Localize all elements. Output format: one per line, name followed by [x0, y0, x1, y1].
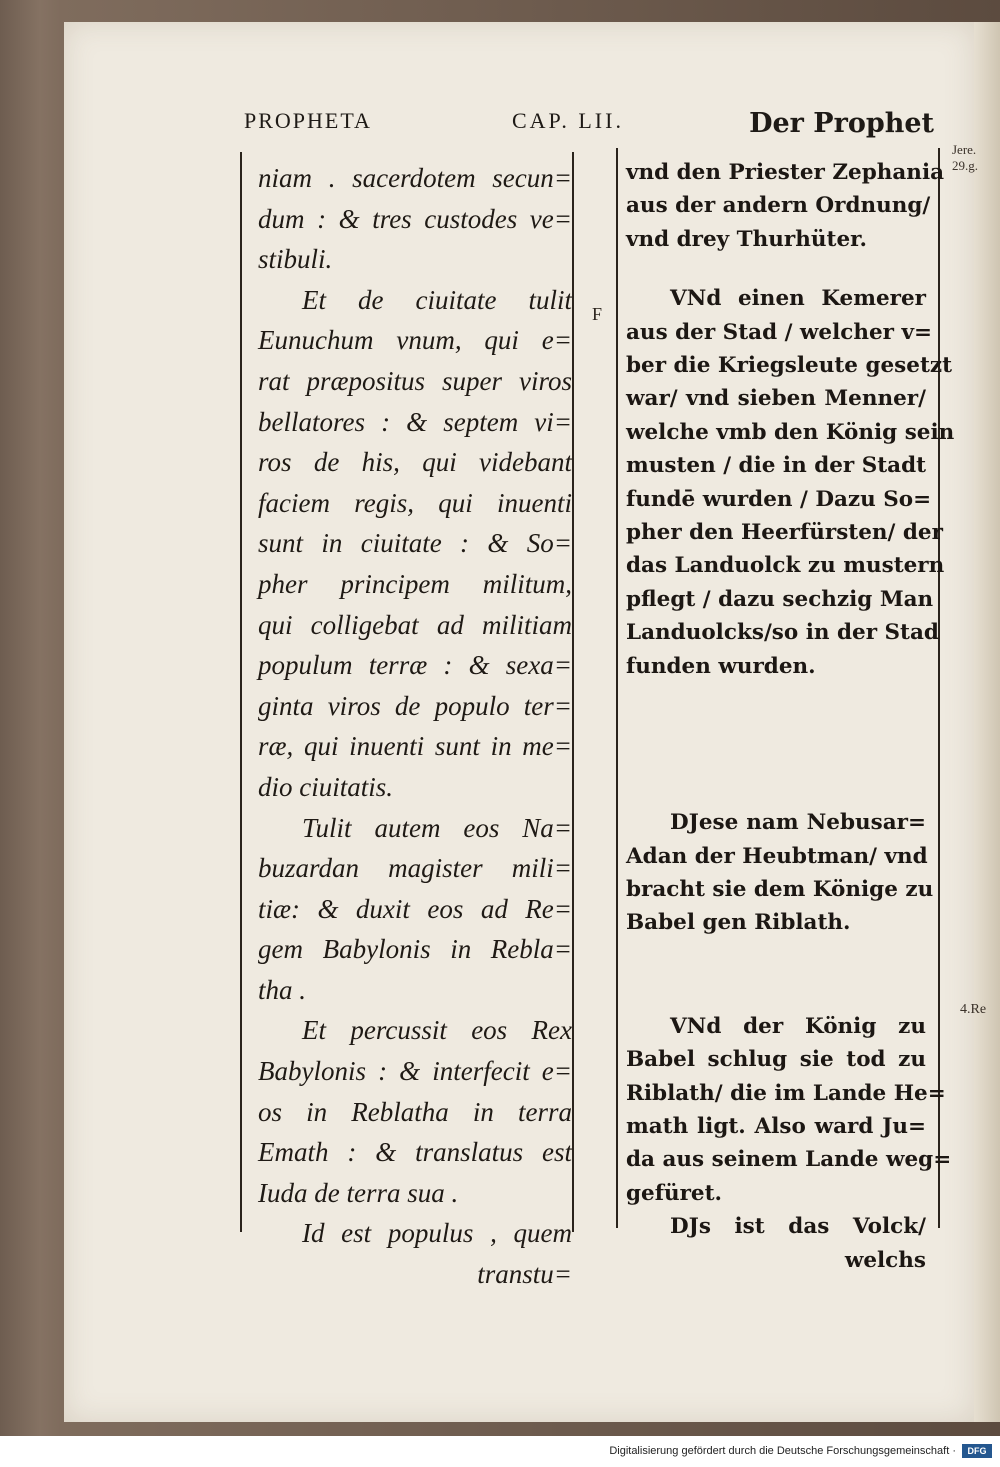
latin-column	[258, 158, 572, 1295]
german-line: Riblath/ die im Lande He=	[626, 1080, 946, 1106]
german-line: pher den Heerfürsten/ der	[626, 520, 943, 546]
german-line: welche vmb den König sein	[626, 419, 955, 445]
footer-bar	[0, 1436, 1000, 1467]
latin-line: os in Reblatha in terra	[258, 1096, 572, 1127]
german-line: fundē wurden / Dazu So=	[626, 486, 932, 512]
german-line: Babel gen Riblath.	[626, 910, 851, 936]
latin-line: buzardan magister mili=	[258, 853, 572, 884]
latin-line: rat præpositus super viros	[258, 365, 572, 396]
latin-line: Et de ciuitate tulit	[302, 284, 572, 315]
german-line: DJs ist das Volck/	[670, 1214, 926, 1240]
latin-line: ros de his, qui videbant	[258, 447, 572, 478]
german-line: VNd einen Kemerer	[670, 286, 926, 312]
latin-line: Tulit autem eos Na=	[302, 812, 572, 843]
german-column	[626, 156, 955, 1277]
latin-line: qui colligebat ad militiam	[258, 609, 572, 640]
german-line: Landuolcks/so in der Stad	[626, 620, 939, 646]
header-chapter: CAP. LII.	[512, 108, 624, 133]
latin-line: dum : & tres custodes ve=	[258, 203, 572, 234]
german-line: war/ vnd sieben Menner/	[626, 386, 926, 412]
german-line: ber die Kriegsleute gesetzt	[626, 353, 953, 379]
german-line: gefüret.	[626, 1180, 723, 1206]
german-line: funden wurden.	[626, 653, 816, 679]
header-left: PROPHETA	[244, 108, 372, 133]
section-marker: F	[592, 304, 603, 324]
latin-line: dio ciuitatis.	[258, 771, 393, 802]
latin-catchword: transtu=	[477, 1259, 572, 1290]
dfg-logo: DFG	[962, 1444, 992, 1458]
latin-line: populum terræ : & sexa=	[258, 650, 572, 681]
german-line: aus der Stad / welcher v=	[626, 319, 932, 345]
latin-line: Eunuchum vnum, qui e=	[258, 325, 572, 356]
latin-line: bellatores : & septem vi=	[258, 406, 572, 437]
german-line: VNd der König zu	[670, 1013, 926, 1039]
latin-line: Et percussit eos Rex	[302, 1015, 572, 1046]
german-line: pflegt / dazu sechzig Man	[626, 586, 934, 612]
german-line: vnd den Priester Zephania	[626, 160, 945, 185]
german-line: da aus seinem Lande weg=	[626, 1147, 952, 1173]
margin-note-top: Jere. 29.g.	[952, 142, 978, 173]
latin-line: ræ, qui inuenti sunt in me=	[258, 731, 572, 762]
german-line: math ligt. Also ward Ju=	[626, 1113, 926, 1139]
header-right: Der Prophet	[749, 108, 934, 139]
latin-line: pher principem militum,	[258, 568, 572, 599]
german-line: bracht sie dem Könige zu	[626, 876, 934, 902]
footer-credit: Digitalisierung gefördert durch die Deutsche Forschungsgemeinschaft ·	[609, 1445, 956, 1457]
latin-line: Id est populus , quem	[302, 1218, 572, 1249]
latin-line: ginta viros de populo ter=	[258, 690, 572, 721]
german-catchword: welchs	[844, 1247, 926, 1273]
latin-line: sunt in ciuitate : & So=	[258, 528, 572, 559]
german-line: Adan der Heubtman/ vnd	[626, 843, 928, 869]
latin-line: tha .	[258, 974, 307, 1005]
latin-line: tiæ: & duxit eos ad Re=	[258, 893, 572, 924]
latin-line: Iuda de terra sua .	[258, 1177, 459, 1208]
latin-line: faciem regis, qui inuenti	[258, 487, 572, 518]
latin-line: niam . sacerdotem secun=	[258, 163, 572, 193]
page-edge	[974, 22, 1000, 1422]
latin-line: Babylonis : & interfecit e=	[258, 1056, 572, 1087]
latin-line: gem Babylonis in Rebla=	[258, 934, 572, 965]
german-line: das Landuolck zu mustern	[626, 553, 945, 579]
latin-line: Emath : & translatus est	[258, 1137, 572, 1168]
german-line: musten / die in der Stadt	[626, 453, 927, 479]
german-line: aus der andern Ordnung/	[626, 193, 931, 219]
german-line: DJese nam Nebusar=	[670, 810, 926, 836]
running-header	[244, 108, 934, 142]
latin-line: stibuli.	[258, 244, 333, 275]
margin-note-bottom: 4.Re	[960, 1002, 987, 1017]
german-line: vnd drey Thurhüter.	[626, 226, 867, 252]
german-line: Babel schlug sie tod zu	[626, 1047, 926, 1073]
